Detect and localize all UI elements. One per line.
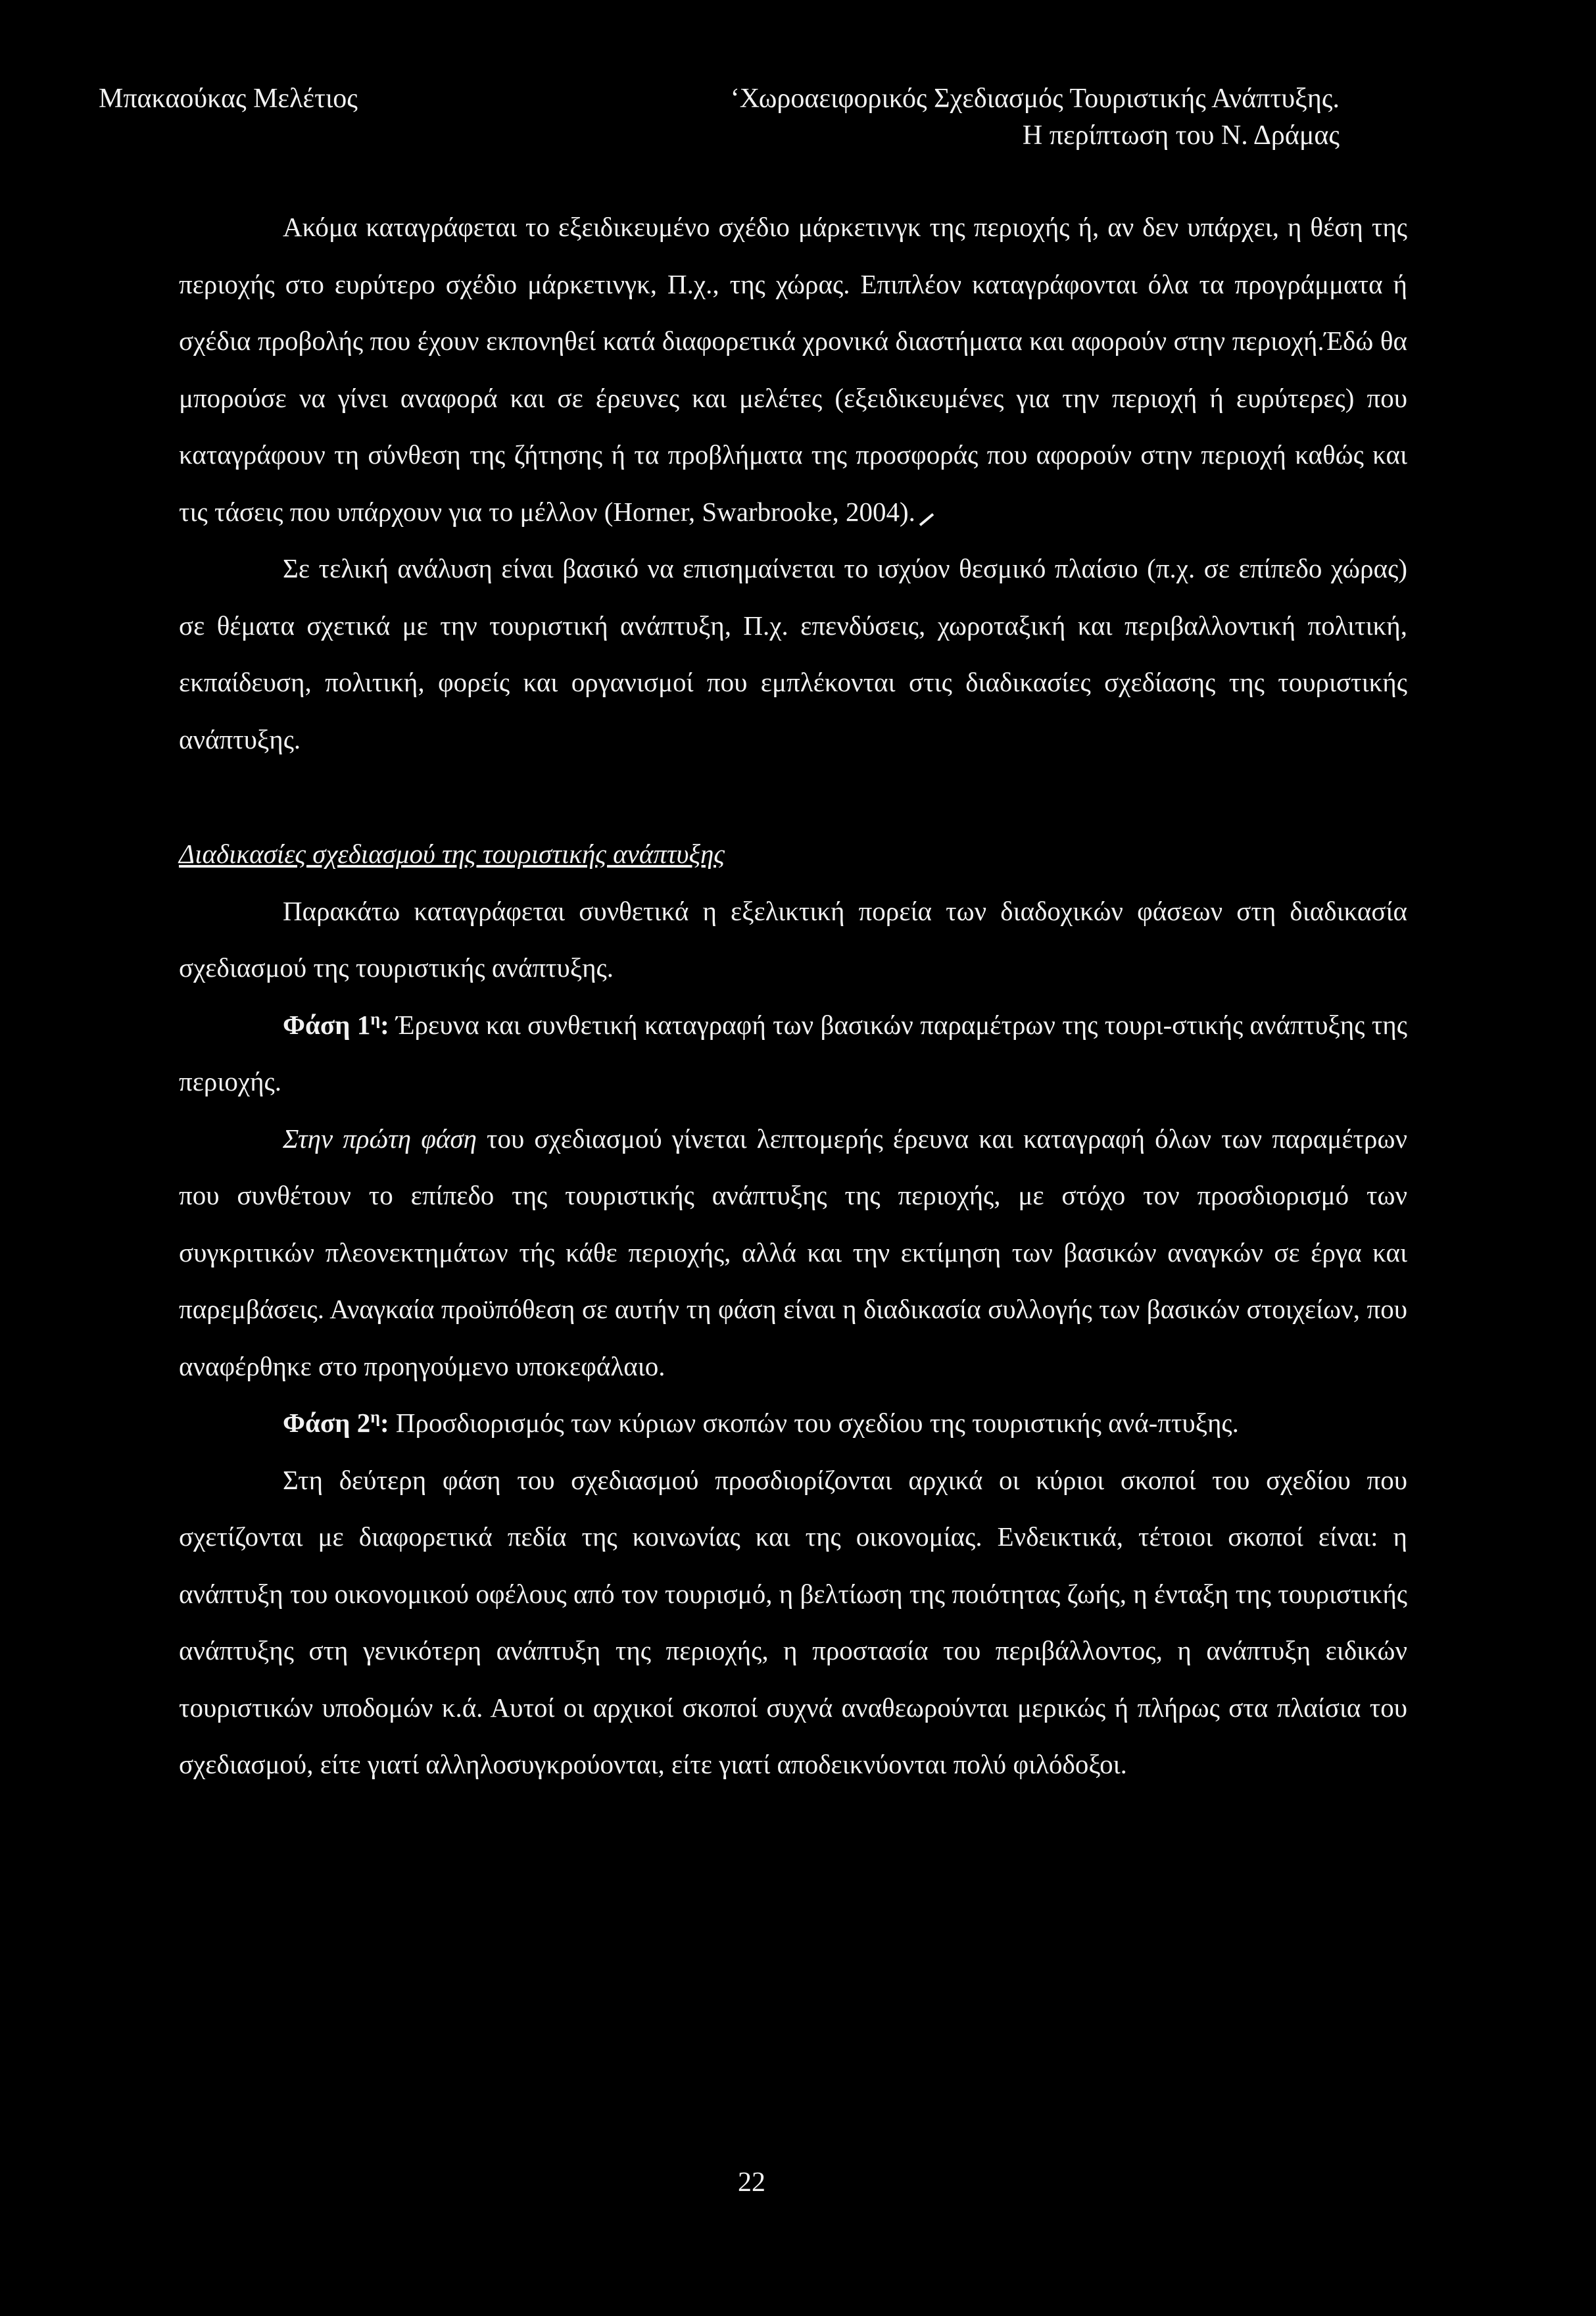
phase-1-title <box>179 997 1407 1110</box>
paragraph-phase-1-emphasis: Στην πρώτη φάση <box>283 1123 477 1154</box>
phase-2-text: Προσδιορισμός των κύριων σκοπών του σχεδίου της τουριστικής ανά-πτυξης. <box>389 1408 1239 1438</box>
header-author: Μπακαούκας Μελέτιος <box>99 84 358 114</box>
paragraph-institutional-framework: Σε τελική ανάλυση είναι βασικό να επισημαίνεται το ισχύον θεσμικό πλαίσιο (π.χ. σε επίπεδο χώρας) σε θέματα σχετικά με την τουριστική ανάπτυξη, Π.χ. επενδύσεις, χωροταξική και περιβαλλοντική πολιτική, εκπαίδευση, πολιτική, φορείς και οργανισμοί που εμπλέκονται στις διαδικασίες σχεδίασης της τουριστικής ανάπτυξης. <box>179 553 1407 754</box>
phase-1-label-text: Φάση 1 <box>283 1009 371 1040</box>
paragraph-phase-1-text: του σχεδιασμού γίνεται λεπτομερής έρευνα και καταγραφή όλων των παραμέτρων που συνθέτουν το επίπεδο της τουριστικής ανάπτυξης της περιοχής, με στόχο τον προσδιορισμό των συγκριτικών πλεονεκτημάτων τής κάθε περιοχής, αλλά και την εκτίμηση των βασικών αναγκών σε έργα και παρεμβάσεις. Αναγκαία προϋπόθεση σε αυτήν τη φάση είναι η διαδικασία συλλογής των βασικών στοιχείων, που αναφέρθηκε στο προηγούμενο υποκεφάλαιο. <box>179 1123 1407 1381</box>
phase-2-title <box>179 1394 1407 1452</box>
paragraph-phase-2: Στη δεύτερη φάση του σχεδιασμού προσδιορίζονται αρχικά οι κύριοι σκοποί του σχεδίου που σχετίζονται με διαφορετικά πεδία της κοινωνίας και της οικονομίας. Ενδεικτικά, τέτοιοι σκοποί είναι: η ανάπτυξη του οικονομικού οφέλους από τον τουρισμό, η βελτίωση της ποιότητας ζωής, η ένταξη της τουριστικής ανάπτυξης στη γενικότερη ανάπτυξη της περιοχής, η προστασία του περιβάλλοντος, η ανάπτυξη ειδικών τουριστικών υποδομών κ.ά. Αυτοί οι αρχικοί σκοποί συχνά αναθεωρούνται μερικώς ή πλήρως στα πλαίσια του σχεδιασμού, είτε γιατί αλληλοσυγκρούονται, είτε γιατί αποδεικνύονται πολύ φιλόδοξοι. <box>179 1464 1407 1779</box>
phase-2-label-colon: : <box>379 1408 389 1438</box>
phase-1-text: Έρευνα και συνθετική καταγραφή των βασικών παραμέτρων της τουρι-στικής ανάπτυξης της περιοχής. <box>179 1009 1407 1096</box>
section-heading: Διαδικασίες σχεδιασμού της τουριστικής ανάπτυξης <box>179 839 725 869</box>
phase-1-label-sup: η <box>370 1008 381 1028</box>
handwritten-tick-mark <box>915 512 938 528</box>
paragraph-phase-1 <box>179 1110 1407 1395</box>
phase-2-label <box>283 1408 389 1438</box>
phase-2-label-text: Φάση 2 <box>283 1408 371 1438</box>
paragraph-marketing <box>179 199 1407 540</box>
phase-1-label-colon: : <box>380 1009 389 1040</box>
page-number: 22 <box>738 2167 765 2198</box>
paragraph-phases-intro: Παρακάτω καταγράφεται συνθετικά η εξελικτική πορεία των διαδοχικών φάσεων στη διαδικασία σχεδιασμού της τουριστικής ανάπτυξης. <box>179 895 1407 983</box>
body-text <box>179 199 1407 1793</box>
header-title-line1: ‘Χωροαειφορικός Σχεδιασμός Τουριστικής Ανάπτυξης. <box>730 84 1340 114</box>
phase-2-label-sup: η <box>370 1407 380 1427</box>
phase-1-label <box>283 1010 389 1040</box>
paragraph-marketing-part1: Ακόμα καταγράφεται το εξειδικευμένο σχέδιο μάρκετινγκ της περιοχής ή, αν δεν υπάρχει, η θέση της περιοχής στο ευρύτερο σχέδιο μάρκετινγκ, Π.χ., της χώρας. Επιπλέον καταγράφονται όλα τα προγράμματα ή σχέδια προβολής που έχουν εκπονηθεί κατά διαφορετικά χρονικά διαστήματα και αφορούν στην περιοχή. <box>179 212 1407 356</box>
header-title <box>731 80 1340 154</box>
header-title-line2: Η περίπτωση του Ν. Δράμας <box>1022 120 1340 151</box>
paragraph-marketing-part2: Έδώ θα μπορούσε να γίνει αναφορά και σε έρευνες και μελέτες (εξειδικευμένες για την περιοχή ή ευρύτερες) που καταγράφουν τη σύνθεση της ζήτησης ή τα προβλήματα της προσφοράς που αφορούν στην περιοχή καθώς και τις τάσεις που υπάρχουν για το μέλλον (Horner, Swarbrooke, 2004). <box>179 326 1408 527</box>
